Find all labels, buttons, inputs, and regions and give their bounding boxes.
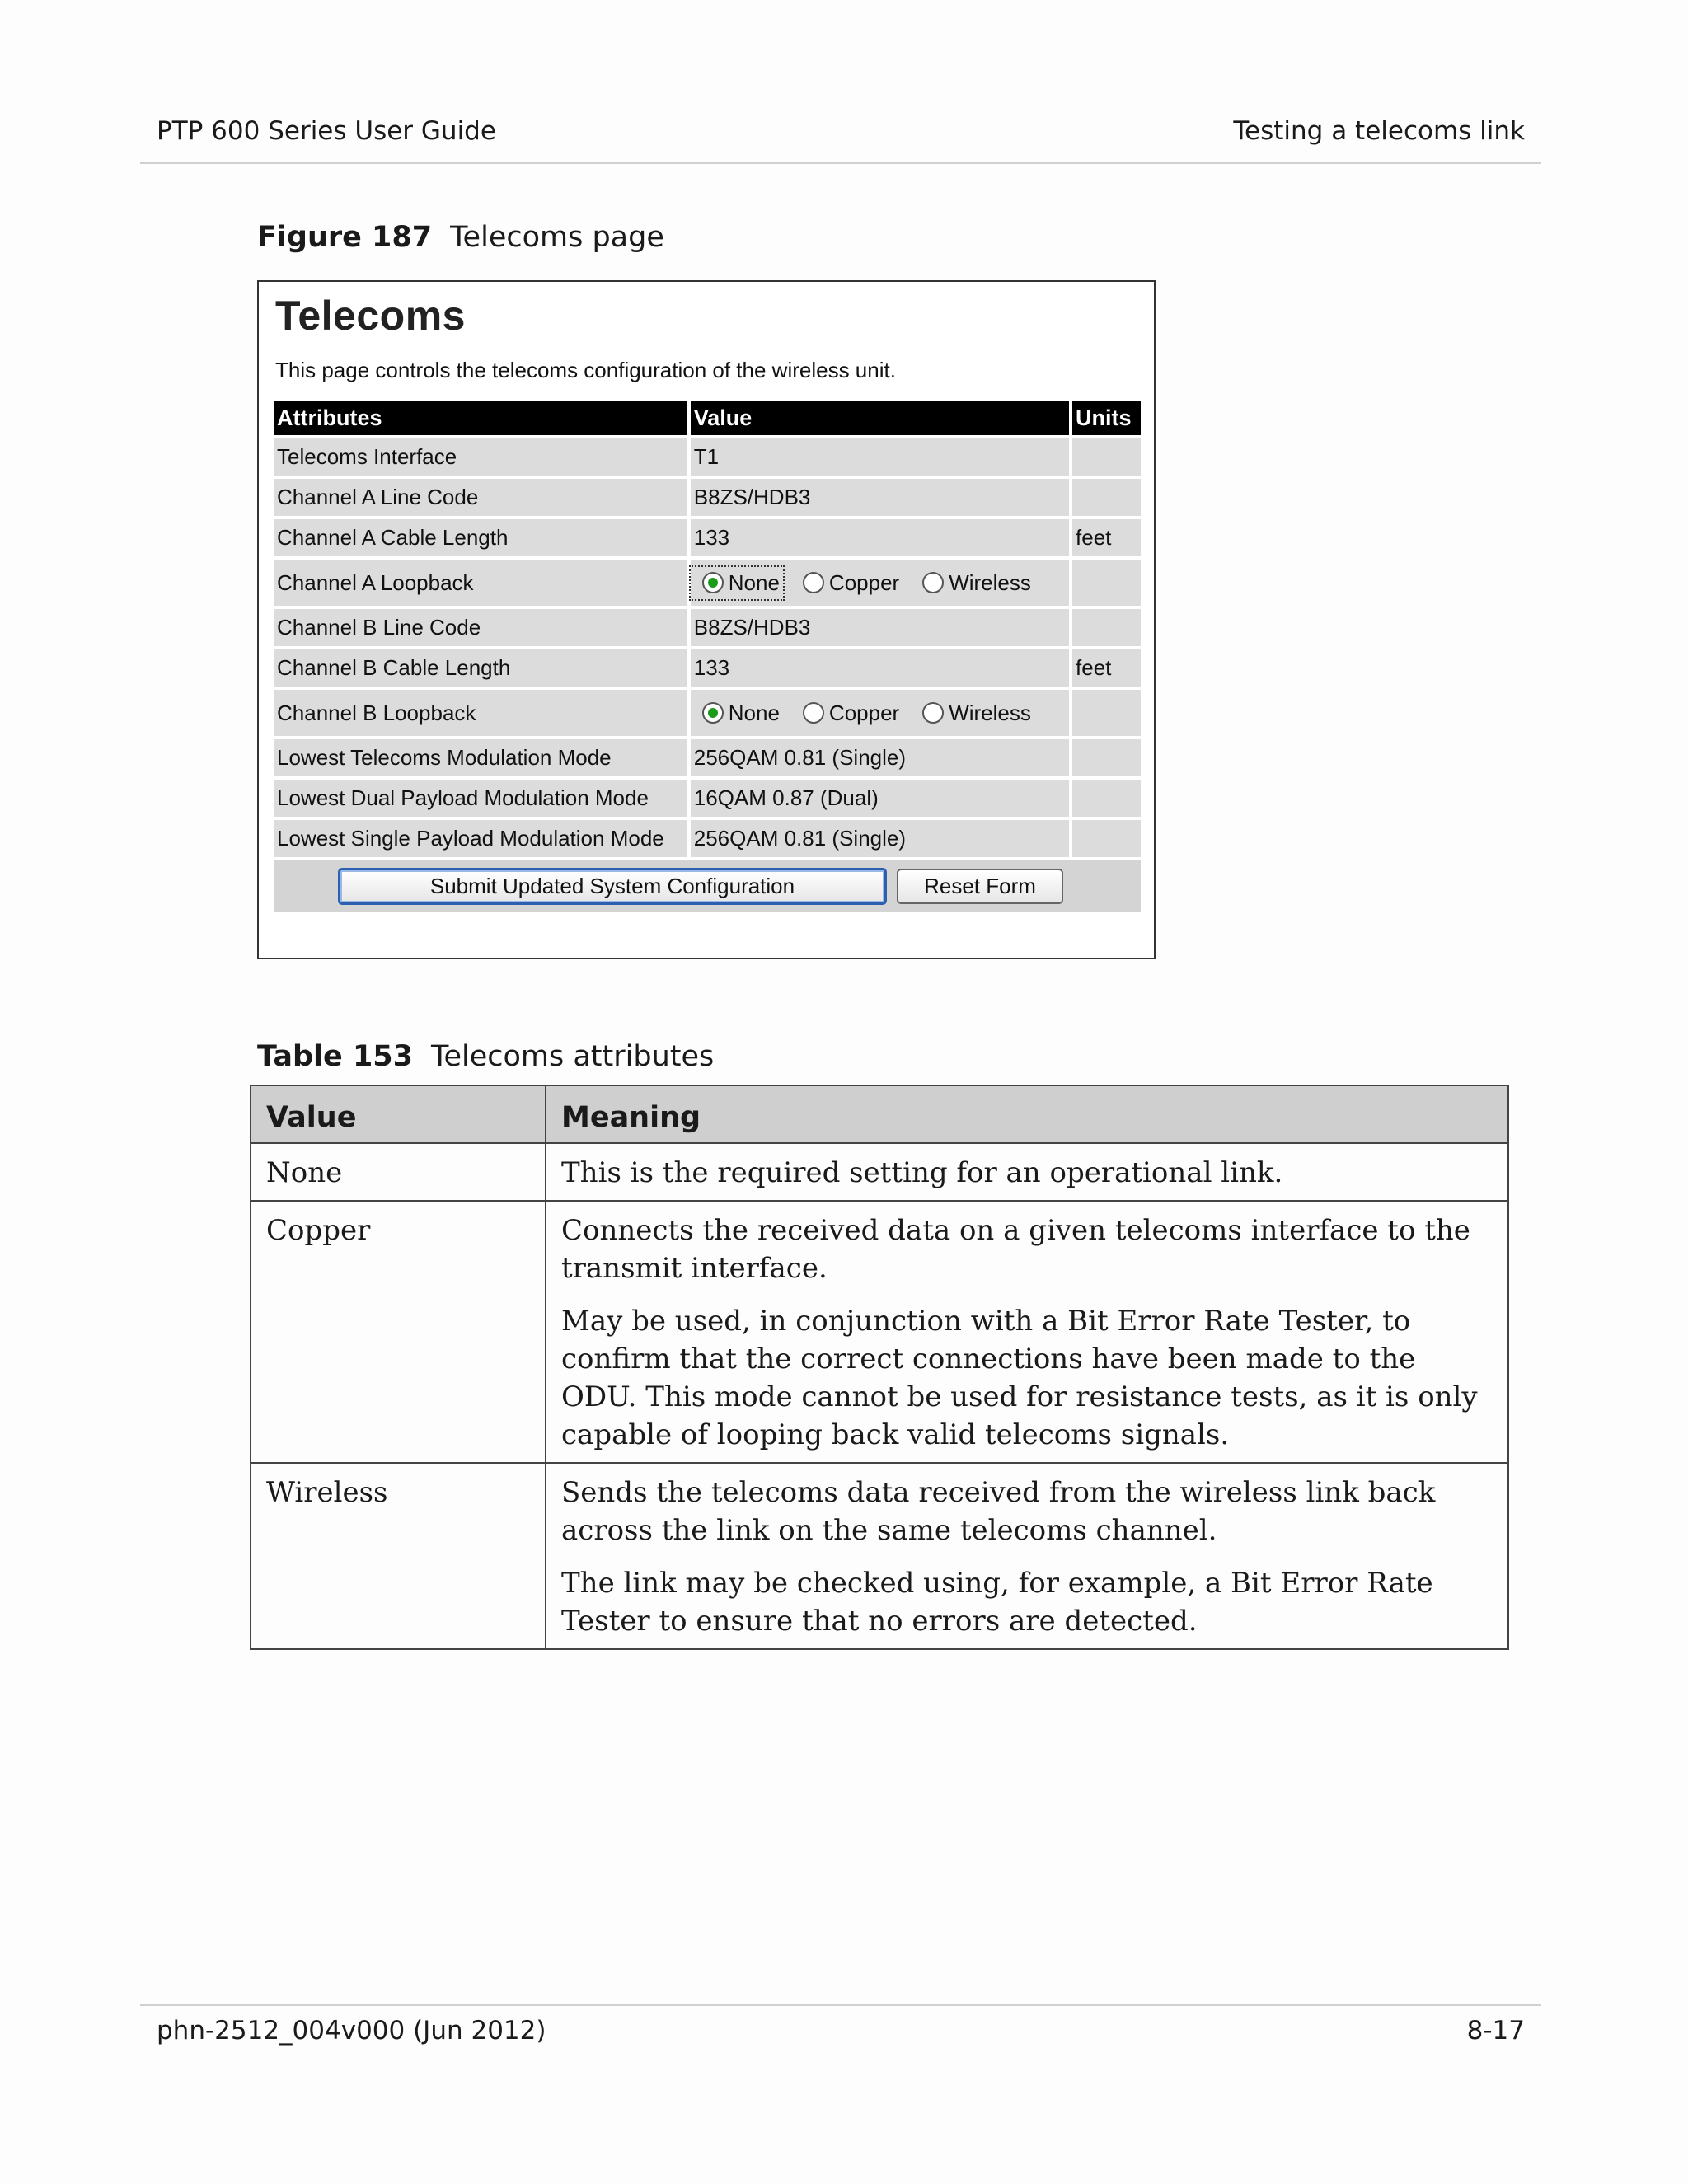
radio-selected-dot: [708, 708, 718, 718]
meaning-paragraph: The link may be checked using, for example, a Bit Error Rate Tester to ensure that no errors are detected.: [561, 1567, 1433, 1638]
table-row: [251, 1463, 1508, 1649]
value-cell: B8ZS/HDB3: [691, 609, 1069, 646]
config-row: [274, 479, 1141, 516]
radio-option-none[interactable]: [694, 570, 780, 596]
attribute-label: Channel A Cable Length: [274, 519, 687, 556]
units-cell: [1072, 438, 1141, 476]
table-row: [251, 1201, 1508, 1463]
config-row: [274, 438, 1141, 476]
value-cell: 133: [691, 519, 1069, 556]
config-row: [274, 560, 1141, 606]
radio-option-label: None: [728, 700, 780, 725]
table-label: Table 153: [257, 1040, 414, 1073]
telecoms-config-table: [270, 397, 1144, 915]
attribute-label: Channel B Loopback: [274, 690, 687, 736]
units-cell: [1072, 780, 1141, 817]
units-cell: [1072, 479, 1141, 516]
meaning-paragraph: This is the required setting for an operational link.: [561, 1156, 1283, 1189]
units-cell: feet: [1072, 649, 1141, 687]
config-row: [274, 609, 1141, 646]
table-caption-text: Telecoms attributes: [431, 1040, 715, 1073]
attribute-label: Lowest Dual Payload Modulation Mode: [274, 780, 687, 817]
units-cell: [1072, 690, 1141, 736]
value-cell: 16QAM 0.87 (Dual): [691, 780, 1069, 817]
form-buttons-row: [274, 860, 1141, 912]
screen-title: Telecoms: [275, 293, 466, 339]
value-cell: 133: [691, 649, 1069, 687]
config-row: [274, 649, 1141, 687]
telecoms-attributes-table: [250, 1085, 1509, 1650]
submit-configuration-button[interactable]: Submit Updated System Configuration: [338, 868, 887, 905]
radio-option-label: Copper: [828, 569, 900, 595]
radio-option-label: None: [728, 569, 780, 595]
config-row: [274, 690, 1141, 736]
meaning-paragraph: Sends the telecoms data received from the wireless link back across the link on the same telecoms channel.: [561, 1476, 1436, 1547]
attribute-label: Telecoms Interface: [274, 438, 687, 476]
radio-option-wireless[interactable]: [911, 701, 1031, 726]
attribute-label: Channel B Line Code: [274, 609, 687, 646]
value-cell: Copper: [251, 1201, 546, 1463]
column-header-units: Units: [1072, 401, 1141, 435]
attribute-label: Channel A Loopback: [274, 560, 687, 606]
header-rule: [140, 162, 1541, 164]
units-cell: [1072, 739, 1141, 776]
radio-button[interactable]: [922, 702, 944, 724]
column-header-value: Value: [691, 401, 1069, 435]
radio-group: [694, 701, 1066, 726]
table-row: [251, 1143, 1508, 1201]
meaning-paragraph: Connects the received data on a given telecoms interface to the transmit interface.: [561, 1214, 1470, 1285]
radio-button[interactable]: [922, 572, 944, 593]
reset-form-button[interactable]: Reset Form: [897, 869, 1063, 904]
meaning-cell: [546, 1143, 1508, 1201]
radio-option-label: Wireless: [949, 700, 1031, 725]
radio-option-none[interactable]: [694, 701, 780, 726]
radio-option-label: Copper: [828, 700, 900, 725]
value-cell: B8ZS/HDB3: [691, 479, 1069, 516]
figure-label: Figure 187: [257, 221, 433, 254]
column-header-meaning: Meaning: [546, 1085, 1508, 1143]
radio-selected-dot: [708, 578, 718, 588]
attribute-label: Lowest Telecoms Modulation Mode: [274, 739, 687, 776]
column-header-attributes: Attributes: [274, 401, 687, 435]
config-row: [274, 780, 1141, 817]
units-cell: [1072, 560, 1141, 606]
footer-page-number: 8-17: [1466, 2016, 1525, 2046]
loopback-radio-group: [691, 560, 1069, 606]
footer-document-id: phn-2512_004v000 (Jun 2012): [157, 2016, 546, 2046]
radio-button[interactable]: [702, 572, 724, 593]
running-header-title: PTP 600 Series User Guide: [157, 116, 496, 146]
value-cell: 256QAM 0.81 (Single): [691, 820, 1069, 857]
units-cell: [1072, 820, 1141, 857]
units-cell: feet: [1072, 519, 1141, 556]
config-row: [274, 739, 1141, 776]
value-cell: None: [251, 1143, 546, 1201]
value-cell: T1: [691, 438, 1069, 476]
config-row: [274, 519, 1141, 556]
meaning-cell: [546, 1463, 1508, 1649]
radio-button[interactable]: [702, 702, 724, 724]
loopback-radio-group: [691, 690, 1069, 736]
config-row: [274, 820, 1141, 857]
radio-option-label: Wireless: [949, 569, 1031, 595]
radio-option-copper[interactable]: [791, 701, 899, 726]
screen-description: This page controls the telecoms configuration of the wireless unit.: [275, 358, 896, 382]
meaning-cell: [546, 1201, 1508, 1463]
radio-option-wireless[interactable]: [911, 570, 1031, 596]
footer-rule: [140, 2004, 1541, 2006]
value-cell: Wireless: [251, 1463, 546, 1649]
attributes-table-body: [251, 1143, 1508, 1649]
value-cell: 256QAM 0.81 (Single): [691, 739, 1069, 776]
figure-caption: [257, 221, 664, 254]
column-header-value: Value: [251, 1085, 546, 1143]
attribute-label: Channel A Line Code: [274, 479, 687, 516]
figure-caption-text: Telecoms page: [450, 221, 664, 254]
radio-button[interactable]: [803, 702, 824, 724]
config-table-body: [274, 438, 1141, 912]
radio-group: [694, 570, 1066, 596]
form-buttons-cell: [274, 860, 1141, 912]
attribute-label: Channel B Cable Length: [274, 649, 687, 687]
units-cell: [1072, 609, 1141, 646]
config-table-header: [274, 401, 1141, 435]
table-caption: [257, 1040, 714, 1073]
running-header-section: Testing a telecoms link: [1233, 116, 1525, 146]
attributes-table-header: [251, 1085, 1508, 1143]
meaning-paragraph: May be used, in conjunction with a Bit Error Rate Tester, to confirm that the correct connections have been made to the ODU. This mode cannot be used for resistance tests, as it is only capable of looping back valid telecoms signals.: [561, 1305, 1478, 1451]
telecoms-page-screenshot: [257, 280, 1156, 959]
radio-button[interactable]: [803, 572, 824, 593]
attribute-label: Lowest Single Payload Modulation Mode: [274, 820, 687, 857]
radio-option-copper[interactable]: [791, 570, 899, 596]
